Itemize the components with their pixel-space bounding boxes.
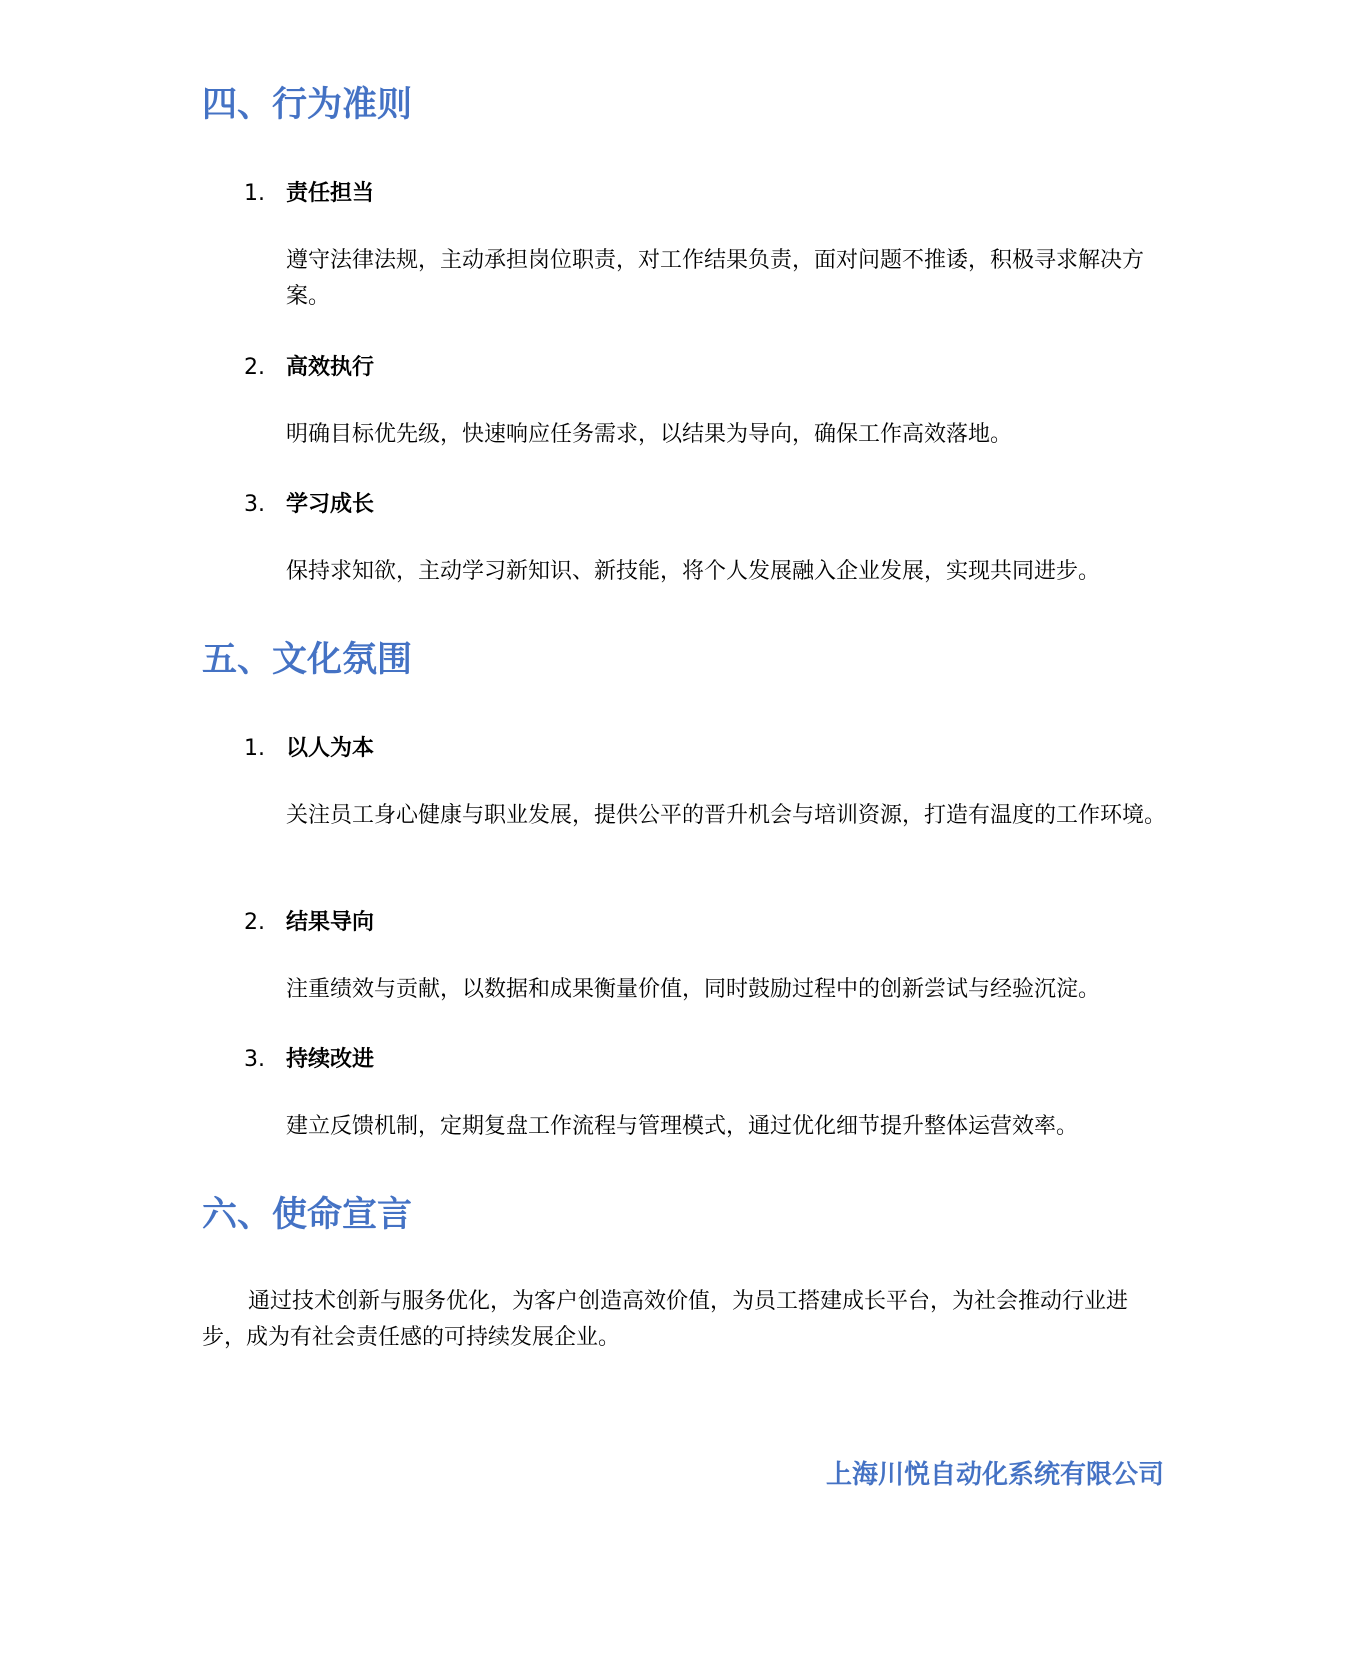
- list-item-title: 高效执行: [286, 355, 375, 380]
- list-item-heading: [244, 1049, 374, 1071]
- list-item-heading: [244, 183, 374, 205]
- list-item-body: 注重绩效与贡献，以数据和成果衡量价值，同时鼓励过程中的创新尝试与经验沉淀。: [286, 977, 1101, 1002]
- list-item-body: 建立反馈机制，定期复盘工作流程与管理模式，通过优化细节提升整体运营效率。: [286, 1114, 1079, 1139]
- list-item-title: 学习成长: [286, 492, 375, 517]
- list-number: 2.: [244, 355, 265, 380]
- company-signature: 上海川悦自动化系统有限公司: [825, 1460, 1164, 1490]
- list-item-body: 遵守法律法规，主动承担岗位职责，对工作结果负责，面对问题不推诿，积极寻求解决方案。: [286, 248, 1145, 309]
- list-item-heading: [244, 357, 374, 379]
- list-number: 1.: [244, 736, 265, 761]
- list-item-body: 保持求知欲，主动学习新知识、新技能，将个人发展融入企业发展，实现共同进步。: [286, 559, 1101, 584]
- list-number: 3.: [244, 492, 265, 517]
- list-item-heading: [244, 912, 374, 934]
- section-title-culture: 五、文化氛围: [202, 640, 413, 680]
- section-title-conduct: 四、行为准则: [202, 85, 413, 125]
- list-item-body: 关注员工身心健康与职业发展，提供公平的晋升机会与培训资源，打造有温度的工作环境。: [286, 803, 1167, 828]
- list-item-title: 持续改进: [286, 1047, 375, 1072]
- list-number: 1.: [244, 181, 265, 206]
- list-item-title: 以人为本: [286, 736, 375, 761]
- list-item-heading: [244, 494, 374, 516]
- section-title-mission: 六、使命宣言: [202, 1195, 413, 1235]
- mission-statement: 通过技术创新与服务优化，为客户创造高效价值，为员工搭建成长平台，为社会推动行业进步，成为有社会责任感的可持续发展企业。: [202, 1289, 1129, 1350]
- list-item-title: 责任担当: [286, 181, 375, 206]
- list-item-body: 明确目标优先级，快速响应任务需求，以结果为导向，确保工作高效落地。: [286, 422, 1013, 447]
- list-number: 3.: [244, 1047, 265, 1072]
- list-item-heading: [244, 738, 374, 760]
- list-item-title: 结果导向: [286, 910, 375, 935]
- list-number: 2.: [244, 910, 265, 935]
